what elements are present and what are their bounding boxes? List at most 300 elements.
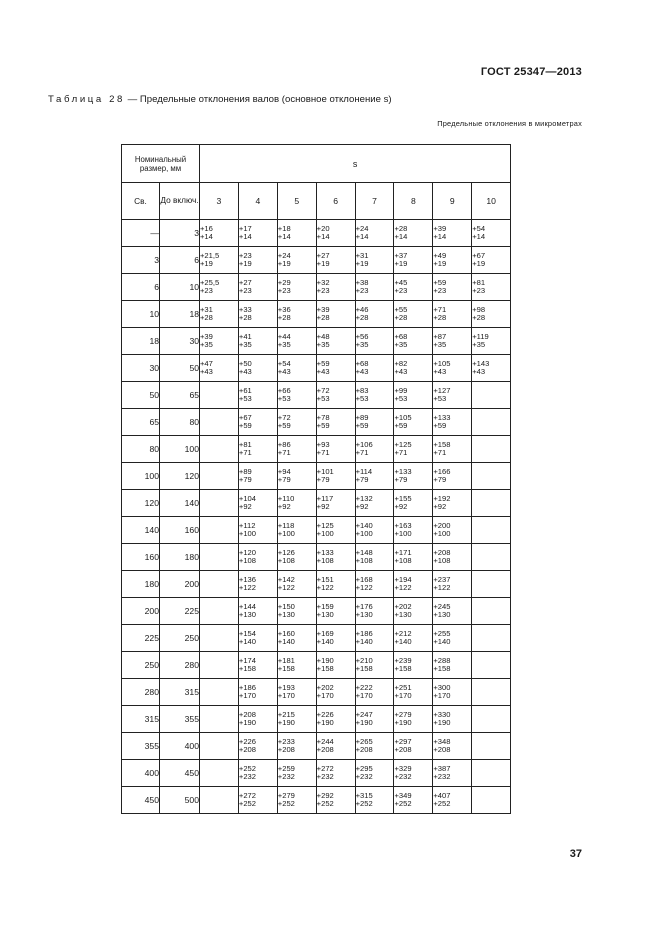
upper-deviation: +45 [394,277,408,287]
lower-deviation: +28 [472,313,486,322]
size-to-cell: 200 [160,571,200,598]
deviation-cell [394,652,433,679]
lower-deviation: +252 [394,799,412,808]
lower-deviation: +208 [394,745,412,754]
upper-deviation: +39 [200,331,213,341]
upper-deviation: +208 [433,547,451,557]
units-note: Предельные отклонения в микрометрах [437,119,582,128]
upper-deviation: +71 [433,304,447,314]
lower-deviation: +140 [238,637,256,646]
lower-deviation: +23 [316,286,330,295]
grade-header: 6 [316,183,355,220]
deviation-cell [355,220,394,247]
upper-deviation: +150 [277,601,295,611]
upper-deviation: +329 [394,763,412,773]
size-from-cell: 250 [122,652,160,679]
upper-deviation: +144 [238,601,256,611]
lower-deviation: +53 [277,394,291,403]
deviation-cell [433,571,472,598]
size-to-cell: 250 [160,625,200,652]
lower-deviation: +130 [355,610,373,619]
upper-deviation: +39 [316,304,330,314]
lower-deviation: +59 [394,421,408,430]
table-caption-label: Таблица 28 [48,94,125,105]
lower-deviation: +208 [277,745,295,754]
deviation-cell [472,571,511,598]
upper-deviation: +255 [433,628,451,638]
upper-deviation: +349 [394,790,412,800]
grade-header: 7 [355,183,394,220]
deviation-cell [277,463,316,490]
upper-deviation: +143 [472,358,490,368]
grade-header: 9 [433,183,472,220]
lower-deviation: +19 [277,259,291,268]
deviation-cell [472,679,511,706]
deviation-cell [433,382,472,409]
size-to-cell: 3 [160,220,200,247]
deviation-cell [277,409,316,436]
lower-deviation: +71 [394,448,408,457]
lower-deviation: +79 [277,475,291,484]
upper-deviation: +81 [472,277,486,287]
size-from-cell: 50 [122,382,160,409]
lower-deviation: +140 [433,637,451,646]
upper-deviation: +28 [394,223,408,233]
table-row [122,598,511,625]
deviation-cell [355,490,394,517]
size-to-cell: 140 [160,490,200,517]
upper-deviation: +27 [238,277,252,287]
deviation-cell [433,490,472,517]
lower-deviation: +232 [355,772,373,781]
size-from-cell: 400 [122,760,160,787]
lower-deviation: +23 [200,286,213,295]
lower-deviation: +43 [472,367,486,376]
size-to-cell: 30 [160,328,200,355]
lower-deviation: +28 [394,313,408,322]
deviation-cell [394,409,433,436]
size-from-cell: 280 [122,679,160,706]
upper-deviation: +166 [433,466,451,476]
upper-deviation: +72 [277,412,291,422]
upper-deviation: +25,5 [200,277,220,287]
grade-header: 10 [472,183,511,220]
deviation-cell [277,355,316,382]
deviation-cell [238,247,277,274]
upper-deviation: +407 [433,790,451,800]
lower-deviation: +100 [238,529,256,538]
deviation-cell [277,517,316,544]
size-to-cell: 18 [160,301,200,328]
lower-deviation: +71 [316,448,330,457]
deviation-cell [355,625,394,652]
upper-deviation: +83 [355,385,369,395]
upper-deviation: +192 [433,493,451,503]
lower-deviation: +23 [277,286,291,295]
lower-deviation: +140 [316,637,334,646]
deviation-cell [277,679,316,706]
deviation-cell [200,328,239,355]
lower-deviation: +252 [433,799,451,808]
lower-deviation: +35 [433,340,447,349]
lower-deviation: +100 [316,529,334,538]
deviation-cell [355,463,394,490]
size-from-cell: 180 [122,571,160,598]
lower-deviation: +108 [238,556,256,565]
upper-deviation: +133 [433,412,451,422]
lower-deviation: +19 [238,259,252,268]
deviation-cell [472,463,511,490]
upper-deviation: +387 [433,763,451,773]
deviation-cell [316,787,355,814]
deviation-cell [277,328,316,355]
table-row [122,544,511,571]
deviation-cell [200,409,239,436]
size-from-cell: 65 [122,409,160,436]
size-from-cell: 200 [122,598,160,625]
table-row [122,301,511,328]
deviation-cell [433,301,472,328]
lower-deviation: +19 [472,259,486,268]
upper-deviation: +93 [316,439,330,449]
lower-deviation: +130 [277,610,295,619]
lower-deviation: +130 [394,610,412,619]
deviation-cell [200,301,239,328]
size-from-cell: 160 [122,544,160,571]
lower-deviation: +122 [433,583,451,592]
deviation-cell [316,544,355,571]
upper-deviation: +193 [277,682,295,692]
table-row [122,787,511,814]
deviation-cell [277,490,316,517]
table-row [122,652,511,679]
upper-deviation: +99 [394,385,408,395]
deviation-cell [433,517,472,544]
deviation-cell [238,679,277,706]
deviation-cell [316,409,355,436]
deviation-cell [355,274,394,301]
lower-deviation: +23 [433,286,447,295]
upper-deviation: +66 [277,385,291,395]
upper-deviation: +105 [394,412,412,422]
deviation-cell [355,382,394,409]
lower-deviation: +92 [316,502,330,511]
deviation-letter-header: s [200,145,511,183]
upper-deviation: +215 [277,709,295,719]
upper-deviation: +126 [277,547,295,557]
table-row [122,220,511,247]
lower-deviation: +14 [200,232,213,241]
lower-deviation: +158 [394,664,412,673]
upper-deviation: +171 [394,547,412,557]
upper-deviation: +200 [433,520,451,530]
upper-deviation: +125 [316,520,334,530]
deviation-cell [238,490,277,517]
deviation-cell [277,598,316,625]
upper-deviation: +29 [277,277,291,287]
deviation-cell [277,787,316,814]
deviation-cell [238,220,277,247]
deviation-cell [472,274,511,301]
table-row [122,625,511,652]
deviation-cell [472,490,511,517]
upper-deviation: +208 [238,709,256,719]
deviation-cell [238,355,277,382]
lower-deviation: +19 [394,259,408,268]
lower-deviation: +19 [355,259,369,268]
deviation-cell [394,787,433,814]
upper-deviation: +54 [277,358,291,368]
size-from-cell: 355 [122,733,160,760]
upper-deviation: +86 [277,439,291,449]
lower-deviation: +130 [433,610,451,619]
lower-deviation: +35 [316,340,330,349]
lower-deviation: +43 [200,367,213,376]
deviation-cell [355,247,394,274]
deviation-cell [316,463,355,490]
lower-deviation: +208 [238,745,256,754]
lower-deviation: +108 [394,556,412,565]
deviation-cell [394,382,433,409]
deviation-cell [472,301,511,328]
upper-deviation: +16 [200,223,213,233]
lower-deviation: +190 [355,718,373,727]
deviation-cell [200,247,239,274]
size-to-cell: 80 [160,409,200,436]
deviation-cell [238,274,277,301]
lower-deviation: +28 [433,313,447,322]
upper-deviation: +158 [433,439,451,449]
deviation-cell [433,544,472,571]
deviation-cell [433,247,472,274]
upper-deviation: +120 [238,547,256,557]
upper-deviation: +202 [394,601,412,611]
upper-deviation: +55 [394,304,408,314]
upper-deviation: +279 [277,790,295,800]
deviation-cell [238,436,277,463]
upper-deviation: +160 [277,628,295,638]
deviation-cell [355,733,394,760]
size-from-cell: 3 [122,247,160,274]
lower-deviation: +122 [277,583,295,592]
lower-deviation: +100 [394,529,412,538]
table-row [122,409,511,436]
deviation-cell [472,436,511,463]
lower-deviation: +92 [355,502,369,511]
lower-deviation: +158 [355,664,373,673]
size-to-cell: 355 [160,706,200,733]
lower-deviation: +23 [355,286,369,295]
upper-deviation: +38 [355,277,369,287]
lower-deviation: +28 [238,313,252,322]
lower-deviation: +59 [277,421,291,430]
lower-deviation: +108 [355,556,373,565]
upper-deviation: +252 [238,763,256,773]
deviation-cell [355,571,394,598]
deviation-cell [355,760,394,787]
size-to-cell: 160 [160,517,200,544]
lower-deviation: +79 [394,475,408,484]
upper-deviation: +24 [355,223,369,233]
lower-deviation: +252 [316,799,334,808]
upper-deviation: +78 [316,412,330,422]
deviation-cell [277,220,316,247]
upper-deviation: +101 [316,466,334,476]
deviation-cell [433,625,472,652]
upper-deviation: +39 [433,223,447,233]
lower-deviation: +71 [355,448,369,457]
upper-deviation: +104 [238,493,256,503]
lower-deviation: +170 [355,691,373,700]
table-row [122,760,511,787]
size-from-cell: 450 [122,787,160,814]
lower-deviation: +140 [394,637,412,646]
upper-deviation: +237 [433,574,451,584]
upper-deviation: +136 [238,574,256,584]
upper-deviation: +50 [238,358,252,368]
lower-deviation: +122 [238,583,256,592]
size-to-cell: 400 [160,733,200,760]
deviation-cell [394,247,433,274]
deviation-cell [316,598,355,625]
grade-header: 3 [200,183,239,220]
deviation-cell [355,544,394,571]
lower-deviation: +53 [394,394,408,403]
lower-deviation: +79 [316,475,330,484]
lower-deviation: +19 [433,259,447,268]
size-to-cell: 100 [160,436,200,463]
deviation-cell [355,409,394,436]
upper-deviation: +61 [238,385,252,395]
deviation-cell [200,679,239,706]
deviation-cell [394,706,433,733]
lower-deviation: +43 [355,367,369,376]
upper-deviation: +226 [238,736,256,746]
upper-deviation: +222 [355,682,373,692]
deviation-cell [277,733,316,760]
lower-deviation: +108 [316,556,334,565]
size-from-cell: 100 [122,463,160,490]
deviation-cell [472,544,511,571]
size-to-cell: 280 [160,652,200,679]
deviation-cell [238,625,277,652]
upper-deviation: +272 [316,763,334,773]
table-row [122,517,511,544]
lower-deviation: +43 [394,367,408,376]
lower-deviation: +122 [394,583,412,592]
lower-deviation: +43 [277,367,291,376]
deviation-cell [200,598,239,625]
upper-deviation: +315 [355,790,373,800]
upper-deviation: +151 [316,574,334,584]
upper-deviation: +186 [238,682,256,692]
size-from-cell: 140 [122,517,160,544]
lower-deviation: +208 [433,745,451,754]
deviation-cell [472,328,511,355]
lower-deviation: +35 [394,340,408,349]
upper-deviation: +32 [316,277,330,287]
lower-deviation: +232 [277,772,295,781]
lower-deviation: +232 [433,772,451,781]
deviation-cell [316,490,355,517]
upper-deviation: +67 [238,412,252,422]
deviation-cell [200,571,239,598]
deviation-cell [433,274,472,301]
lower-deviation: +59 [316,421,330,430]
upper-deviation: +163 [394,520,412,530]
upper-deviation: +210 [355,655,373,665]
deviation-cell [238,571,277,598]
deviation-cell [238,760,277,787]
upper-deviation: +132 [355,493,373,503]
standard-designation: ГОСТ 25347—2013 [480,66,582,78]
lower-deviation: +35 [238,340,252,349]
upper-deviation: +89 [355,412,369,422]
deviation-cell [200,463,239,490]
upper-deviation: +259 [277,763,295,773]
deviation-cell [277,436,316,463]
deviation-cell [238,517,277,544]
table-caption [48,94,392,105]
upper-deviation: +272 [238,790,256,800]
upper-deviation: +348 [433,736,451,746]
deviation-cell [394,598,433,625]
upper-deviation: +233 [277,736,295,746]
deviation-cell [316,355,355,382]
lower-deviation: +190 [433,718,451,727]
deviation-cell [200,733,239,760]
lower-deviation: +43 [316,367,330,376]
table-row [122,382,511,409]
deviation-cell [200,760,239,787]
lower-deviation: +23 [238,286,252,295]
upper-deviation: +279 [394,709,412,719]
size-from-cell: 30 [122,355,160,382]
lower-deviation: +14 [355,232,369,241]
deviation-cell [355,301,394,328]
upper-deviation: +181 [277,655,295,665]
table-row [122,571,511,598]
upper-deviation: +212 [394,628,412,638]
size-from-cell: 120 [122,490,160,517]
deviation-cell [355,679,394,706]
deviation-cell [355,355,394,382]
deviation-cell [433,328,472,355]
upper-deviation: +117 [316,493,334,503]
grade-header: 8 [394,183,433,220]
page-number: 37 [569,848,582,860]
table-row [122,679,511,706]
upper-deviation: +119 [472,331,489,341]
upper-deviation: +67 [472,250,486,260]
lower-deviation: +14 [277,232,291,241]
deviation-cell [316,382,355,409]
upper-deviation: +37 [394,250,408,260]
lower-deviation: +232 [316,772,334,781]
upper-deviation: +186 [355,628,373,638]
deviation-cell [200,652,239,679]
upper-deviation: +17 [238,223,252,233]
deviation-cell [433,787,472,814]
table-row [122,733,511,760]
table-row [122,328,511,355]
deviation-cell [472,625,511,652]
upper-deviation: +127 [433,385,451,395]
deviation-cell [316,571,355,598]
table-row [122,463,511,490]
upper-deviation: +142 [277,574,295,584]
lower-deviation: +28 [355,313,369,322]
